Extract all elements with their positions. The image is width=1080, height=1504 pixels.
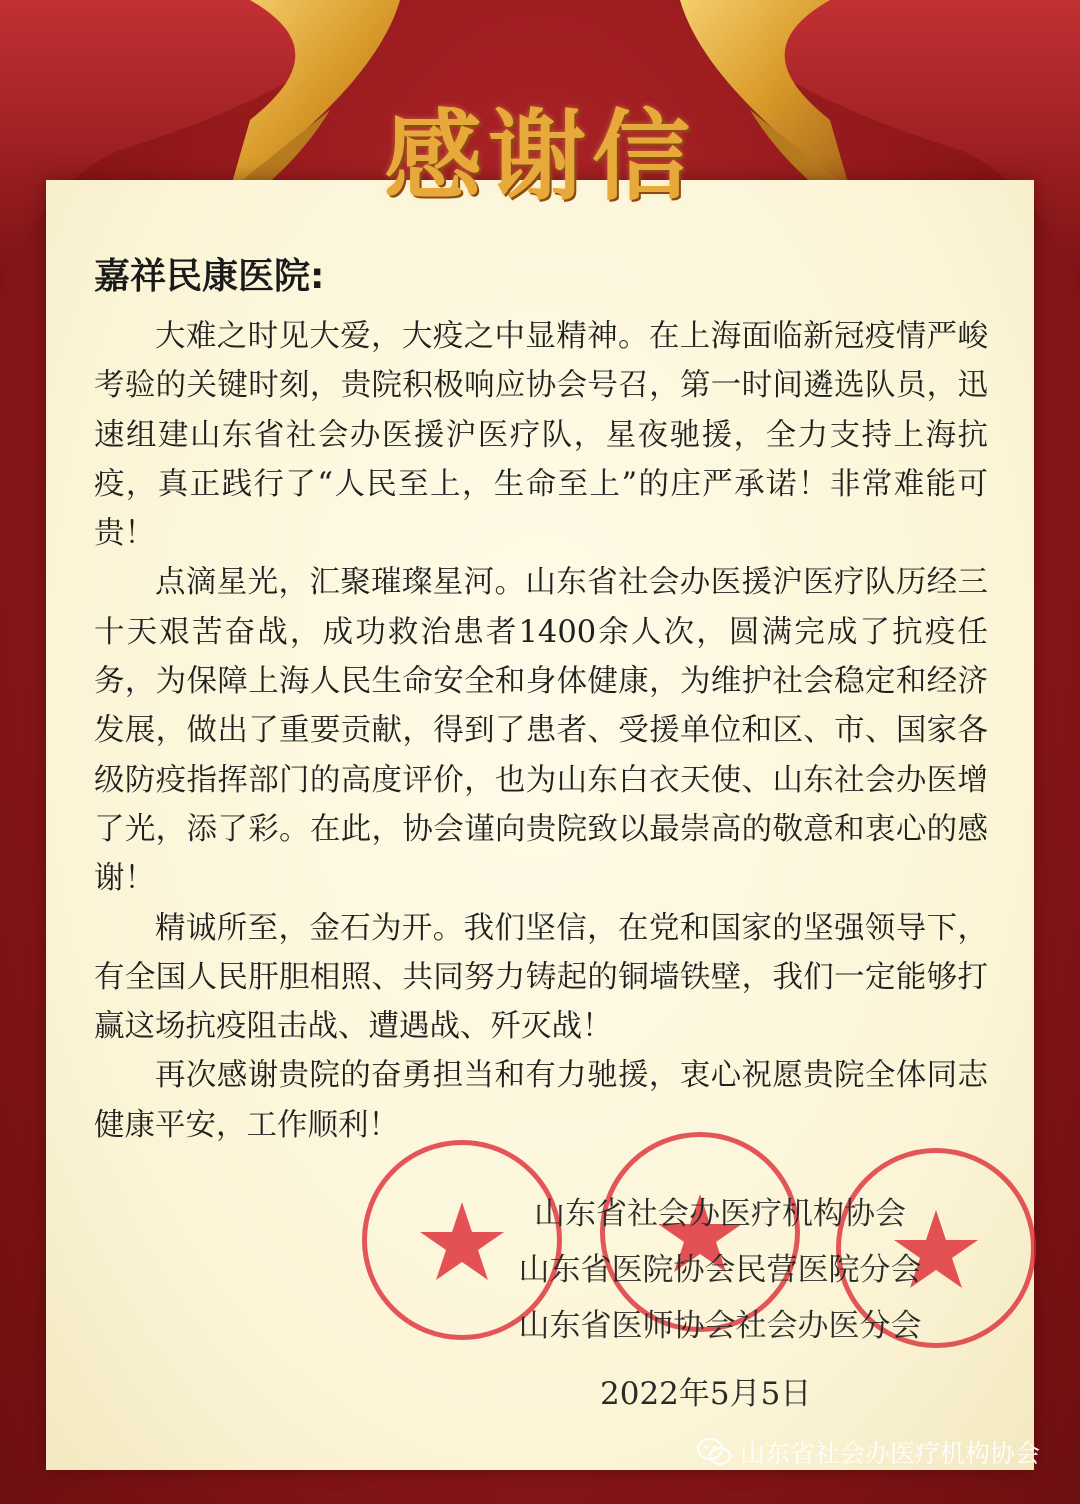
letter-salutation: 嘉祥民康医院: <box>94 256 325 297</box>
paragraph-3: 精诚所至，金石为开。我们坚信，在党和国家的坚强领导下，有全国人民肝胆相照、共同努力铸起的铜墙铁壁，我们一定能够打赢这场抗疫阻击战、遭遇战、歼灭战！ <box>94 910 988 1045</box>
paragraph-4: 再次感谢贵院的奋勇担当和有力驰援，衷心祝愿贵院全体同志健康平安，工作顺利！ <box>94 1058 988 1143</box>
letter-title: 感谢信 <box>383 99 696 214</box>
signature-block <box>440 1186 1000 1354</box>
letter-date: 2022年5月5日 <box>600 1376 812 1412</box>
paragraph-2: 点滴星光，汇聚璀璨星河。山东省社会办医援沪医疗队历经三十天艰苦奋战，成功救治患者1400余人次，圆满完成了抗疫任务，为保障上海人民生命安全和身体健康，为维护社会稳定和经济发展，做出了重要贡献，得到了患者、受援单位和区、市、国家各级防疫指挥部门的高度评价，也为山东白衣天使、山东社会办医增了光，添了彩。在此，协会谨向贵院致以最崇高的敬意和衷心的感谢！ <box>94 565 988 897</box>
wechat-icon <box>696 1437 732 1467</box>
watermark-footer <box>696 1434 1040 1470</box>
signature-org-1: 山东省社会办医疗机构协会 <box>534 1196 906 1232</box>
account-name: 山东省社会办医疗机构协会 <box>739 1439 1040 1468</box>
letter-body <box>94 312 988 1150</box>
signature-org-3: 山东省医师协会社会办医分会 <box>518 1308 922 1344</box>
paragraph-1: 大难之时见大爱，大疫之中显精神。在上海面临新冠疫情严峻考验的关键时刻，贵院积极响应协会号召，第一时间遴选队员，迅速组建山东省社会办医援沪医疗队，星夜驰援，全力支持上海抗疫，真正践行了“人民至上，生命至上”的庄严承诺！非常难能可贵！ <box>94 319 988 552</box>
signature-org-2: 山东省医院协会民营医院分会 <box>518 1252 922 1288</box>
